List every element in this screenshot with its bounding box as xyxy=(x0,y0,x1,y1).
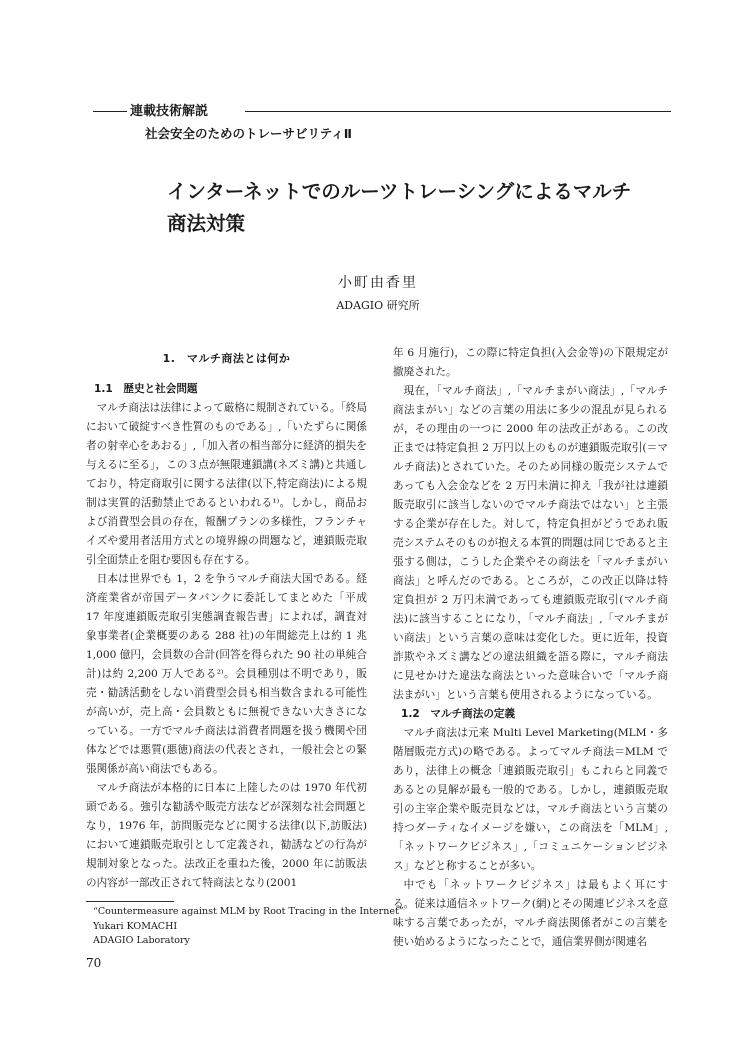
series-header xyxy=(93,103,671,121)
article-title-line-2: 商法対策 xyxy=(167,212,246,235)
paragraph: 日本は世界でも 1，2 を争うマルチ商法大国である。経済産業省が帝国データバンクに委託してまとめた「平成 17 年度連鎖販売取引実態調査報告書」によれば，調査対象事業者(企業概要のある 288 社)の年間総売上は約 1 兆 1,000 億円，会員数の合計(回答を得られた 90 社の単純合計)は約 2,200 万人である²⁾。会員種別は不明であり，販売・勧誘活動をしない消費型会員も相当数含まれる可能性が高いが，売上高・会員数ともに無視できない大きさになっている。一方でマルチ商法は消費者問題を扱う機関や団体などでは悪質(悪徳)商法の代表とされ，一般社会との緊張関係が高い商法でもある。 xyxy=(86,573,367,775)
left-column xyxy=(86,349,367,893)
subsection-heading: 1.2 マルチ商法の定義 xyxy=(401,708,516,720)
article-title xyxy=(167,176,637,240)
paragraph: 中でも「ネットワークビジネス」は最もよく耳にする。従来は通信ネットワーク(網)とその関連ビジネスを意味する言葉であったが，マルチ商法関係者がこの言葉を使い始めるようになったことで，通信業界側が関連名 xyxy=(393,879,668,948)
section-heading: 1. マルチ商法とは何か xyxy=(162,352,291,365)
author-affiliation: ADAGIO 研究所 xyxy=(336,299,420,312)
series-label: 連載技術解説 xyxy=(130,104,209,119)
footnote-english-author: Yukari KOMACHI xyxy=(93,920,178,932)
paragraph: マルチ商法は元来 Multi Level Marketing(MLM・多階層販売方式)の略である。よってマルチ商法＝MLM であり，法律上の概念「連鎖販売取引」もこれらと同義であるとの見解が最も一般的である。しかし，連鎖販売取引の主宰企業や販売員などは，マルチ商法という言葉の持つダーティなイメージを嫌い，この商法を「MLM」,「ネットワークビジネス」,「コミュニケーションビジネス」などと称することが多い。 xyxy=(393,727,668,872)
footnote xyxy=(93,905,404,949)
article-title-line-1: インターネットでのルーツトレーシングによるマルチ xyxy=(167,180,632,203)
footnote-english-affiliation: ADAGIO Laboratory xyxy=(93,935,190,946)
series-title: 社会安全のためのトレーサビリティⅡ xyxy=(145,126,352,141)
paragraph: マルチ商法が本格的に日本に上陸したのは 1970 年代初頭である。強引な勧誘や販売方法などが深刻な社会問題となり，1976 年，訪問販売などに関する法律(以下,訪販法)において連鎖販売取引として定義され，勧誘などの行為が規制対象となった。法改正を重ねた後，2000 年に訪販法の内容が一部改正されて特商法となり(2001 xyxy=(86,782,367,889)
header-rule-left xyxy=(93,111,127,112)
subsection-heading: 1.1 歴史と社会問題 xyxy=(94,383,198,395)
header-rule-right xyxy=(245,111,671,112)
author-name: 小町由香里 xyxy=(338,275,418,291)
paragraph: 現在，「マルチ商法」,「マルチまがい商法」,「マルチ商法まがい」などの言葉の用法に多少の混乱が見られるが，その理由の一つに 2000 年の法改正がある。この改正までは特定負担 2 万円以上のものが連鎖販売取引(＝マルチ商法)とされていた。そのため同様の販売システムであっても入会金などを 2 万円未満に抑え「我が社は連鎖販売取引に該当しないのでマルチ商法ではない」と主張する企業が存在した。対して，特定負担がどうであれ販売システムそのものが抱える本質的問題は同じであると主張する側は，こうした企業やその商法を「マルチまがい商法」と呼んだのである。ところが，この改正以降は特定負担が 2 万円未満であっても連鎖販売取引(マルチ商法)に該当することになり，「マルチ商法」,「マルチまがい商法」という言葉の意味は変化した。更に近年，投資詐欺やネズミ講などの違法組織を語る際に，マルチ商法に見せかけた違法な商法といった意味合いで「マルチ商法まがい」という言葉も使用されるようになっている。 xyxy=(393,385,668,701)
right-column xyxy=(393,344,668,952)
footnote-english-title: “Countermeasure against MLM by Root Tracing in the Internet” xyxy=(93,906,404,917)
footnote-divider xyxy=(86,901,174,902)
paragraph: 年 6 月施行)，この際に特定負担(入会金等)の下限規定が撤廃された。 xyxy=(393,347,668,378)
page-number: 70 xyxy=(86,956,102,970)
paragraph: マルチ商法は法律によって厳格に規制されている。「終局において破綻すべき性質のものである」,「いたずらに関係者の射幸心をあおる」,「加入者の相当部分に経済的損失を与えるに至る」，この３点が無限連鎖講(ネズミ講)と共通しており，特定商取引に関する法律(以下,特定商法)による規制は実質的活動禁止であるといわれる¹⁾。しかし，商品および消費型会員の存在，報酬プランの多様性，フランチャイズや愛用者活用方式との境界線の問題など，連鎖販売取引全面禁止を阻む要因も存在する。 xyxy=(86,402,367,566)
